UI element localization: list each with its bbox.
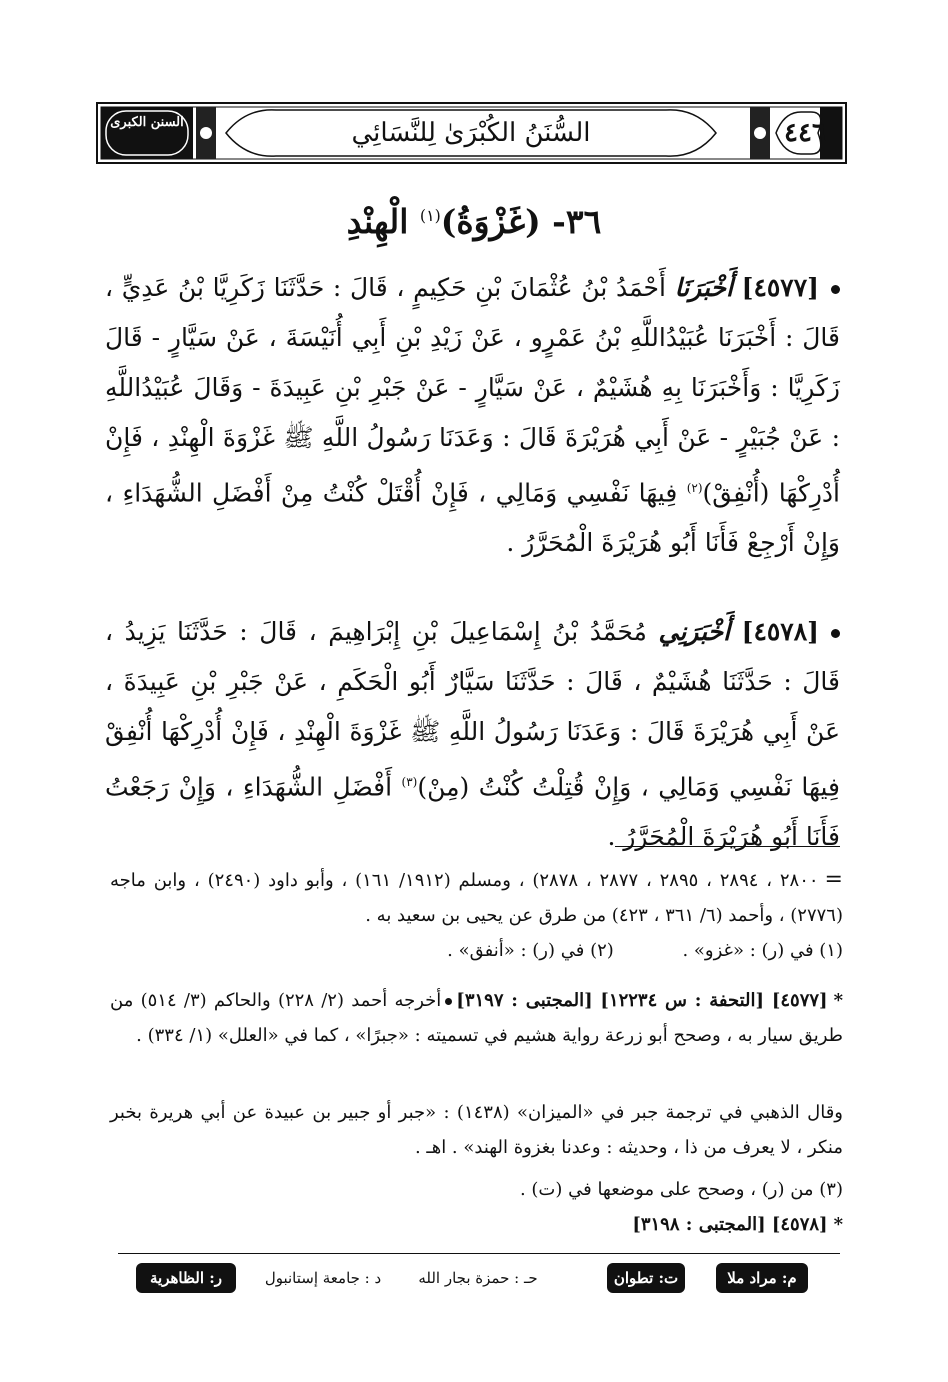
legend-separator [118, 1253, 840, 1254]
chapter-title-main: ٣٦- (غَزْوَةُ) [440, 202, 602, 241]
hadith-opening: أَخْبَرَنِي [658, 617, 731, 646]
hadith-text-cont: فِيهَا نَفْسِي وَمَالِي ، فَإِنْ أُقْتَلْ كُنْتُ مِنْ أَفْضَلِ الشُّهَدَاءِ ، وَإِنْ أَرْجِعْ فَأَنَا أَبُو هُرَيْرَةَ الْمُحَرَّرُ . [105, 478, 840, 558]
chapter-title [180, 186, 768, 246]
hadith-4577 [105, 263, 840, 568]
book-title: السُّنَنُ الكُبْرَىٰ لِلنَّسَائِي [351, 118, 591, 148]
hadith-opening: أَخْبَرَنَا [674, 273, 733, 302]
page-number: ٤٤٦ [784, 118, 826, 148]
seal-icon: السنن الكبرى [110, 115, 184, 130]
dhahabi-note [110, 1095, 843, 1165]
bullet-icon [445, 998, 452, 1005]
legend-t: ت: تطوان [607, 1263, 685, 1293]
continued-sign: = [824, 867, 843, 892]
chapter-note-ref: (١) [419, 206, 441, 225]
dhahabi-text: وقال الذهبي في ترجمة جبر في «الميزان» (١٤٣٨) : «جبر أو جبير بن عبيدة عن أبي هريرة بخبر منكر ، لا يعرف من ذا ، وحديثه : وعدنا بغزوة الهند» . اهـ . [110, 1102, 843, 1158]
hadith-number: [٤٥٧٨] [741, 617, 820, 646]
legend-r: ر: الظاهرية [136, 1263, 236, 1293]
footnote-3: (٣) من (ر) ، وصحح على موضعها في (ت) . [519, 1179, 843, 1200]
footnotes-block-1 [110, 862, 843, 968]
bullet-icon [831, 629, 840, 638]
continued-text: ٢٨٠٠ ، ٢٨٩٤ ، ٢٨٩٥ ، ٢٨٧٧ ، ٢٨٧٨) ، ومسلم (١٩١٢/ ١٦١) ، وأبو داود (٢٤٩٠) ، وابن ماجه (٢٧٧٦) ، وأحمد (٦/ ٣٦١ ، ٤٢٣) من طرق عن يحيى بن سعيد به . [110, 870, 843, 926]
bullet-icon [831, 285, 840, 294]
footnote-ref: (٢) [686, 481, 703, 495]
star-icon: * [833, 990, 843, 1011]
footnote-2: (٢) في (ر) : «أنفق» . [447, 940, 614, 961]
hadith-number: [٤٥٧٧] [741, 273, 819, 302]
page-header [96, 102, 847, 164]
star-icon: * [833, 1214, 843, 1235]
legend-m: م: مراد ملا [716, 1263, 808, 1293]
chapter-title-end: الْهِنْدِ [346, 202, 420, 241]
legend-d: د : جامعة إستانبول [264, 1269, 382, 1287]
hadith-text-cont: أَفْضَلِ الشُّهَدَاءِ ، وَإِنْ رَجَعْتُ فَأَنَا أَبُو هُرَيْرَةَ الْمُحَرَّرُ . [105, 772, 840, 852]
takhrij-4577-ref: [٤٥٧٧] [التحفة : س ١٢٢٣٤] [المجتبى : ٣١٩٧] [456, 990, 828, 1011]
footnotes-block-3 [110, 1172, 843, 1242]
footnote-continued [110, 862, 843, 933]
footnote-1-2 [110, 933, 843, 968]
takhrij-4577-text: أخرجه أحمد (٢/ ٢٢٨) والحاكم (٣/ ٥١٤) من طريق سيار به ، وصحح أبو زرعة رواية هشيم في تسميته : «جبرًا» ، كما في «العلل» (١/ ٣٣٤) . [110, 990, 843, 1046]
takhrij-4577 [110, 983, 843, 1053]
legend-h: حـ : حمزة بجار الله [418, 1269, 538, 1287]
footnote-separator [615, 846, 840, 847]
footnote-1: (١) في (ر) : «غزو» . [682, 940, 843, 961]
hadith-4578 [105, 607, 840, 862]
takhrij-4578-ref: [٤٥٧٨] [المجتبى : ٣١٩٨] [632, 1214, 828, 1235]
footnote-ref: (٣) [401, 775, 418, 789]
hadith-text: أَحْمَدُ بْنُ عُثْمَانَ بْنِ حَكِيمٍ ، قَالَ : حَدَّثَنَا زَكَرِيَّا بْنُ عَدِيٍّ ، قَالَ : أَخْبَرَنَا عُبَيْدُاللَّهِ بْنُ عَمْرٍو ، عَنْ زَيْدِ بْنِ أَبِي أُنَيْسَةَ ، عَنْ سَيَّارٍ - قَالَ زَكَرِيَّا : وَأَخْبَرَنَا بِهِ هُشَيْمٌ ، عَنْ سَيَّارٍ - عَنْ جَبْرِ بْنِ عَبِيدَةَ - وَقَالَ عُبَيْدُاللَّهِ : عَنْ جُبَيْرٍ - عَنْ أَبِي هُرَيْرَةَ قَالَ : وَعَدَنَا رَسُولُ اللَّهِ ﷺ غَزْوَةَ الْهِنْدِ ، فَإِنْ أُدْرِكْهَا (أُنْفِقْ) [105, 273, 840, 508]
hadith-text: مُحَمَّدُ بْنُ إِسْمَاعِيلَ بْنِ إِبْرَاهِيمَ ، قَالَ : حَدَّثَنَا يَزِيدُ ، قَالَ : حَدَّثَنَا هُشَيْمٌ ، قَالَ : حَدَّثَنَا سَيَّارٌ أَبُو الْحَكَمِ ، عَنْ جَبْرِ بْنِ عَبِيدَةَ ، عَنْ أَبِي هُرَيْرَةَ قَالَ : وَعَدَنَا رَسُولُ اللَّهِ ﷺ غَزْوَةَ الْهِنْدِ ، فَإِنْ أُدْرِكْهَا أُنْفِقْ فِيهَا نَفْسِي وَمَالِي ، وَإِنْ قُتِلْتُ كُنْتُ (مِنْ) [105, 617, 840, 802]
